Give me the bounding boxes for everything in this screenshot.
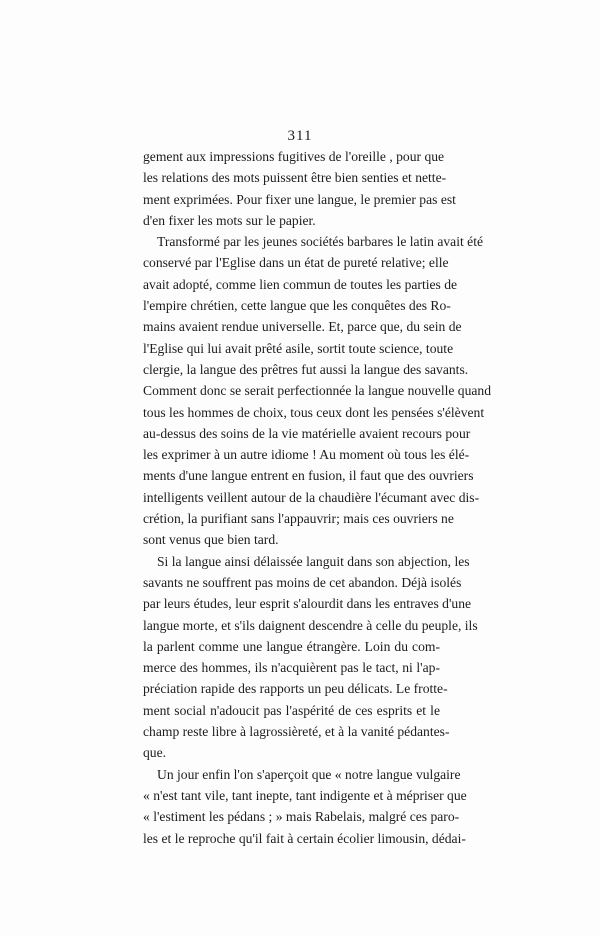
text-line: champ reste libre à lagrossièreté, et à la vanité pédantes-: [143, 724, 450, 740]
text-line: les exprimer à un autre idiome ! Au moment où tous les élé-: [143, 447, 470, 463]
text-line: Comment donc se serait perfectionnée la langue nouvelle quand: [143, 383, 492, 399]
text-line: les et le reproche qu'il fait à certain écolier limousin, dédai-: [143, 830, 466, 846]
text-line: ments d'une langue entrent en fusion, il faut que des ouvriers: [143, 468, 474, 484]
text-line: sont venus que bien tard.: [143, 532, 279, 548]
text-line: langue morte, et s'ils daignent descendre à celle du peuple, ils: [143, 617, 478, 633]
text-line: savants ne souffrent pas moins de cet abandon. Déjà isolés: [143, 574, 462, 590]
body-text: [143, 146, 492, 849]
page-number: 311: [287, 128, 313, 144]
text-line: la parlent comme une langue étrangère. Loin du com-: [143, 638, 440, 654]
text-line: tous les hommes de choix, tous ceux dont les pensées s'élèvent: [143, 404, 485, 420]
text-line: gement aux impressions fugitives de l'oreille , pour que: [143, 149, 445, 164]
text-line: mains avaient rendue universelle. Et, parce que, du sein de: [143, 319, 462, 335]
text-line: avait adopté, comme lien commun de toutes les parties de: [143, 276, 458, 292]
text-line: « n'est tant vile, tant inepte, tant indigente et à mépriser que: [143, 787, 467, 803]
text-line: Transformé par les jeunes sociétés barbares le latin avait été: [157, 234, 484, 250]
text-line: d'en fixer les mots sur le papier.: [143, 212, 316, 228]
text-line: « l'estiment les pédans ; » mais Rabelais, malgré ces paro-: [143, 809, 460, 825]
text-line: au-dessus des soins de la vie matérielle avaient recours pour: [143, 425, 471, 441]
text-line: ment exprimées. Pour fixer une langue, le premier pas est: [143, 191, 456, 207]
text-line: préciation rapide des rapports un peu délicats. Le frotte-: [143, 681, 448, 697]
text-line: l'empire chrétien, cette langue que les conquêtes des Ro-: [143, 298, 451, 314]
text-line: crétion, la purifiant sans l'appauvrir; mais ces ouvriers ne: [143, 511, 454, 527]
text-line: intelligents veillent autour de la chaudière l'écumant avec dis-: [143, 489, 480, 505]
text-line: Un jour enfin l'on s'aperçoit que « notre langue vulgaire: [157, 766, 461, 782]
text-line: merce des hommes, ils n'acquièrent pas le tact, ni l'ap-: [143, 660, 440, 676]
text-line: clergie, la langue des prêtres fut aussi la langue des savants.: [143, 361, 469, 377]
text-line: par leurs études, leur esprit s'alourdit dans les entraves d'une: [143, 596, 472, 612]
text-line: conservé par l'Eglise dans un état de pureté relative; elle: [143, 255, 449, 271]
text-line: l'Eglise qui lui avait prêté asile, sortit toute science, toute: [143, 340, 454, 356]
text-line: ment social n'adoucit pas l'aspérité de ces esprits et le: [143, 702, 440, 718]
text-line: les relations des mots puissent être bien senties et nette-: [143, 170, 447, 186]
text-line: Si la langue ainsi délaissée languit dans son abjection, les: [157, 553, 470, 569]
text-line: que.: [143, 745, 167, 761]
